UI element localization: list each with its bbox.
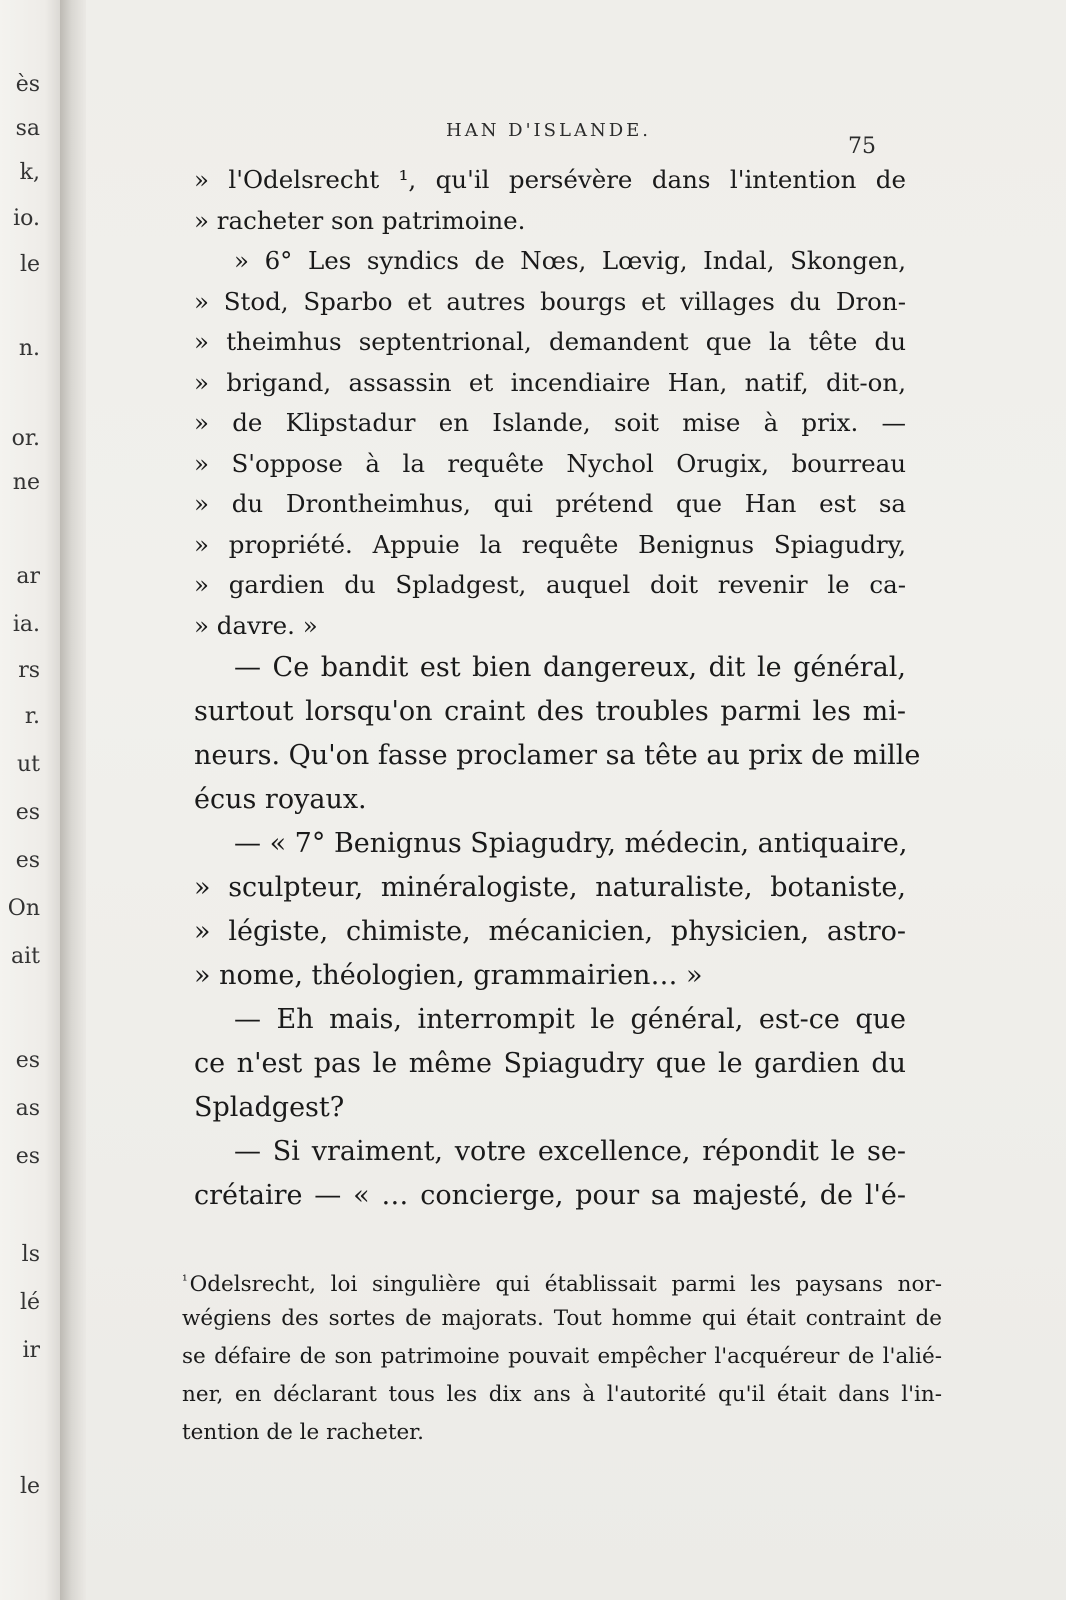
- facing-page-edge: [0, 0, 64, 1600]
- book-gutter: [60, 0, 86, 1600]
- footnote-line: wégiens des sortes de majorats. Tout homme qui était contraint de: [182, 1306, 942, 1331]
- text-line: — Eh mais, interrompit le général, est-ce que: [234, 1004, 906, 1035]
- text-line: » Stod, Sparbo et autres bourgs et villages du Dron-: [194, 286, 906, 316]
- text-line: écus royaux.: [194, 784, 367, 815]
- facing-page-text-fragment: or.: [11, 426, 40, 451]
- footnote-line: se défaire de son patrimoine pouvait empêcher l'acquéreur de l'alié-: [182, 1344, 942, 1369]
- footnote-line: tention de le racheter.: [182, 1420, 424, 1445]
- facing-page-text-fragment: es: [15, 1144, 40, 1169]
- text-line: » de Klipstadur en Islande, soit mise à prix. —: [194, 408, 906, 437]
- facing-page-text-fragment: es: [15, 800, 40, 825]
- facing-page-text-fragment: ne: [12, 470, 40, 495]
- facing-page-text-fragment: es: [15, 1048, 40, 1073]
- facing-page-text-fragment: r.: [24, 704, 40, 729]
- facing-page-text-fragment: ls: [21, 1242, 40, 1267]
- book-page: [86, 0, 1066, 1600]
- text-line: » S'oppose à la requête Nychol Orugix, bourreau: [194, 448, 906, 478]
- facing-page-text-fragment: k,: [19, 160, 40, 185]
- text-line: » sculpteur, minéralogiste, naturaliste, botaniste,: [194, 872, 906, 903]
- facing-page-text-fragment: ut: [16, 752, 40, 777]
- text-line: — Ce bandit est bien dangereux, dit le général,: [234, 652, 906, 683]
- footnote: [182, 1262, 942, 1452]
- text-line: » racheter son patrimoine.: [194, 205, 526, 235]
- facing-page-text-fragment: ar: [16, 564, 40, 589]
- facing-page-text-fragment: ir: [22, 1338, 40, 1363]
- page-number: 75: [848, 134, 876, 159]
- facing-page-text-fragment: lé: [19, 1290, 40, 1315]
- footnote-line: [182, 1262, 942, 1300]
- facing-page-text-fragment: ès: [15, 72, 40, 97]
- text-line: » theimhus septentrional, demandent que la tête du: [194, 327, 906, 356]
- facing-page-text-fragment: as: [15, 1096, 40, 1121]
- facing-page-text-fragment: n.: [18, 336, 40, 361]
- text-line: Spladgest?: [194, 1092, 345, 1123]
- text-line: » brigand, assassin et incendiaire Han, natif, dit-on,: [194, 367, 906, 397]
- footnote-line: ner, en déclarant tous les dix ans à l'autorité qu'il était dans l'in-: [182, 1382, 942, 1407]
- text-line: » l'Odelsrecht ¹, qu'il persévère dans l'intention de: [194, 165, 906, 194]
- text-line: » légiste, chimiste, mécanicien, physicien, astro-: [194, 916, 906, 947]
- text-line: » du Drontheimhus, qui prétend que Han est sa: [194, 489, 906, 518]
- footnote-text: Odelsrecht, loi singulière qui établissait parmi les paysans nor-: [189, 1272, 942, 1297]
- facing-page-text-fragment: le: [19, 252, 40, 277]
- text-line: » propriété. Appuie la requête Benignus Spiagudry,: [194, 529, 906, 559]
- facing-page-text-fragment: le: [19, 1474, 40, 1499]
- text-line: » nome, théologien, grammairien… »: [194, 960, 703, 991]
- facing-page-text-fragment: sa: [15, 116, 40, 141]
- facing-page-text-fragment: rs: [18, 658, 40, 683]
- facing-page-text-fragment: On: [7, 896, 40, 921]
- facing-page-text-fragment: ia.: [12, 612, 40, 637]
- facing-page-text-fragment: es: [15, 848, 40, 873]
- facing-page-text-fragment: io.: [13, 206, 40, 231]
- running-head: HAN D'ISLANDE.: [446, 120, 651, 141]
- text-line: — « 7° Benignus Spiagudry, médecin, antiquaire,: [234, 828, 908, 859]
- text-line: » davre. »: [194, 610, 318, 640]
- footnote-marker: ¹: [182, 1273, 188, 1289]
- facing-page-text-fragment: ait: [11, 944, 40, 969]
- text-line: neurs. Qu'on fasse proclamer sa tête au prix de mille: [194, 740, 921, 771]
- text-line: » 6° Les syndics de Nœs, Lœvig, Indal, Skongen,: [234, 246, 906, 275]
- text-line: crétaire — « … concierge, pour sa majesté, de l'é-: [194, 1180, 906, 1211]
- text-line: surtout lorsqu'on craint des troubles parmi les mi-: [194, 696, 906, 727]
- text-line: — Si vraiment, votre excellence, répondit le se-: [234, 1136, 906, 1167]
- body-text: [194, 160, 921, 1218]
- text-line: ce n'est pas le même Spiagudry que le gardien du: [194, 1048, 906, 1079]
- text-line: » gardien du Spladgest, auquel doit revenir le ca-: [194, 570, 906, 599]
